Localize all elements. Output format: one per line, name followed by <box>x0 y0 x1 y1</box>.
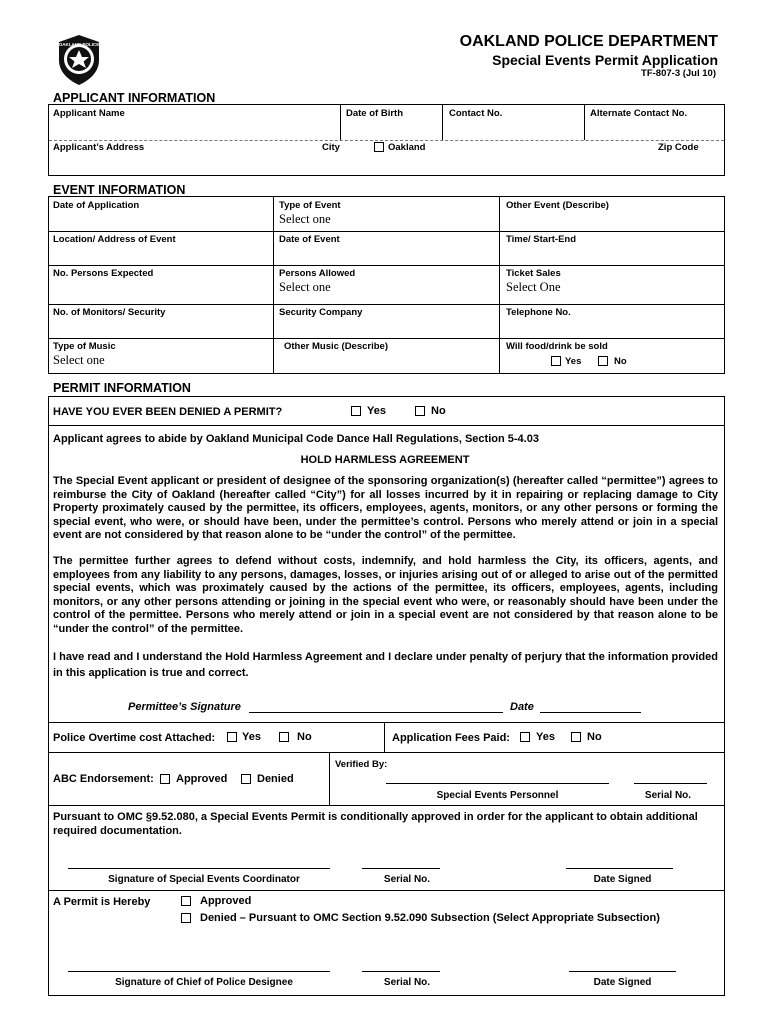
permittee-date-line[interactable] <box>540 712 641 713</box>
applicant-section-heading: APPLICANT INFORMATION <box>53 91 216 105</box>
address-field[interactable]: Applicant’s Address <box>53 142 145 153</box>
other-event-field[interactable]: Other Event (Describe) <box>506 200 609 211</box>
date-of-birth-field[interactable]: Date of Birth <box>346 108 403 119</box>
location-field[interactable]: Location/ Address of Event <box>53 234 176 245</box>
abc-approved-label: Approved <box>176 773 228 785</box>
chief-signature-line[interactable] <box>68 971 330 972</box>
other-music-field[interactable]: Other Music (Describe) <box>284 341 388 352</box>
fees-yes-label: Yes <box>536 731 555 743</box>
overtime-no-checkbox[interactable] <box>279 732 289 742</box>
agreement-paragraph-3: I have read and I understand the Hold Harmless Agreement and I declare under penalty of perjury that the information provided in this application is true and correct. <box>53 651 718 679</box>
permit-section-heading: PERMIT INFORMATION <box>53 381 191 395</box>
permittee-signature-label: Permittee’s Signature <box>128 701 241 713</box>
alt-contact-field[interactable]: Alternate Contact No. <box>590 108 688 119</box>
overtime-label: Police Overtime cost Attached: <box>53 732 216 744</box>
type-of-event-select[interactable]: Select one <box>279 212 331 226</box>
abc-denied-checkbox[interactable] <box>241 774 251 784</box>
permit-approved-checkbox[interactable] <box>181 896 191 906</box>
coordinator-date-caption: Date Signed <box>593 874 652 885</box>
form-title: Special Events Permit Application <box>492 52 718 68</box>
denied-question: HAVE YOU EVER BEEN DENIED A PERMIT? <box>53 406 283 418</box>
permit-hereby-label: A Permit is Hereby <box>53 896 151 908</box>
department-name: OAKLAND POLICE DEPARTMENT <box>459 33 718 50</box>
denied-no-label: No <box>431 405 446 417</box>
coordinator-signature-line[interactable] <box>68 868 330 869</box>
fees-paid-label: Application Fees Paid: <box>392 732 510 744</box>
agreement-paragraph-2: The permittee further agrees to defend without costs, indemnify, and hold harmless the City, its officers, agents, and employees from any liability to any persons, damages, losses, or injuries arising out of or alleged to arise out of the permitted special events, which was proximately caused by the actions of the permittee, its officers, employees, agents, including monitors, or any other persons attending or joining in the special event who were, or reasonably should have been under the control of the permittee. Persons who merely attend or join in a special event are not considered by that reason alone to be “under the control” of the permittee. <box>53 555 718 635</box>
permit-approved-label: Approved <box>200 895 252 907</box>
chief-date-caption: Date Signed <box>593 977 652 988</box>
persons-allowed-label: Persons Allowed <box>279 268 356 279</box>
chief-caption: Signature of Chief of Police Designee <box>115 977 293 988</box>
fees-no-label: No <box>587 731 602 743</box>
persons-expected-field[interactable]: No. Persons Expected <box>53 268 154 279</box>
persons-allowed-select[interactable]: Select one <box>279 280 331 294</box>
fees-no-checkbox[interactable] <box>571 732 581 742</box>
denied-no-checkbox[interactable] <box>415 406 425 416</box>
food-no-checkbox[interactable] <box>598 356 608 366</box>
coordinator-serial-line[interactable] <box>362 868 440 869</box>
hold-harmless-title: HOLD HARMLESS AGREEMENT <box>300 454 470 466</box>
overtime-yes-label: Yes <box>242 731 261 743</box>
date-of-event-field[interactable]: Date of Event <box>279 234 340 245</box>
security-company-field[interactable]: Security Company <box>279 307 363 318</box>
abc-approved-checkbox[interactable] <box>160 774 170 784</box>
permit-denied-checkbox[interactable] <box>181 913 191 923</box>
event-section-heading: EVENT INFORMATION <box>53 183 186 197</box>
type-of-event-label: Type of Event <box>279 200 341 211</box>
verified-by-label: Verified By: <box>335 759 388 770</box>
agreement-paragraph-1: The Special Event applicant or president of designee of the sponsoring organization(s) (hereafter called “permittee”) agrees to reimburse the City of Oakland (hereafter called “City”) for all losses incurred by it in repairing or replacing damage to City Property proximately caused by the permittee, its officers, employees, agents, monitors, or any other persons or forming the special event, who were, or should have been, under the permittee’s control. Persons who merely attend or join in a special event are not considered by that reason alone to be “under the control” of the permittee. <box>53 475 718 542</box>
overtime-no-label: No <box>297 731 312 743</box>
badge-text: OAKLAND POLICE <box>58 42 100 47</box>
applicant-name-field[interactable]: Applicant Name <box>53 108 125 119</box>
personnel-signature-line[interactable] <box>386 783 609 784</box>
form-number: TF-807-3 (Jul 10) <box>641 68 716 79</box>
contact-no-field[interactable]: Contact No. <box>449 108 503 119</box>
chief-serial-line[interactable] <box>362 971 440 972</box>
omc-approval-text: Pursuant to OMC §9.52.080, a Special Events Permit is conditionally approved in order for the applicant to obtain additional required documentation. <box>53 811 698 837</box>
overtime-yes-checkbox[interactable] <box>227 732 237 742</box>
ticket-sales-select[interactable]: Select One <box>506 280 561 294</box>
coordinator-date-line[interactable] <box>566 868 673 869</box>
coordinator-caption: Signature of Special Events Coordinator <box>108 874 300 885</box>
denied-yes-checkbox[interactable] <box>351 406 361 416</box>
time-start-end-field[interactable]: Time/ Start-End <box>506 234 577 245</box>
police-badge-logo <box>56 34 102 86</box>
monitors-field[interactable]: No. of Monitors/ Security <box>53 307 166 318</box>
abc-endorsement-label: ABC Endorsement: <box>53 773 154 785</box>
personnel-serial-caption: Serial No. <box>644 790 692 801</box>
oakland-label: Oakland <box>388 142 426 153</box>
type-of-music-select[interactable]: Select one <box>53 353 105 367</box>
zip-code-field[interactable]: Zip Code <box>658 142 699 153</box>
chief-date-line[interactable] <box>569 971 676 972</box>
permit-denied-label: Denied – Pursuant to OMC Section 9.52.090 Subsection (Select Appropriate Subsection) <box>200 912 660 924</box>
food-drink-label: Will food/drink be sold <box>506 341 608 352</box>
food-yes-checkbox[interactable] <box>551 356 561 366</box>
permittee-date-label: Date <box>510 701 534 713</box>
permittee-signature-line[interactable] <box>249 712 503 713</box>
dance-hall-regulations: Applicant agrees to abide by Oakland Municipal Code Dance Hall Regulations, Section 5-4.03 <box>53 433 539 445</box>
chief-serial-caption: Serial No. <box>383 977 431 988</box>
abc-denied-label: Denied <box>257 773 294 785</box>
ticket-sales-label: Ticket Sales <box>506 268 561 279</box>
telephone-field[interactable]: Telephone No. <box>506 307 571 318</box>
food-yes-label: Yes <box>565 356 582 367</box>
denied-yes-label: Yes <box>367 405 386 417</box>
date-of-application-field[interactable]: Date of Application <box>53 200 140 211</box>
coordinator-serial-caption: Serial No. <box>383 874 431 885</box>
personnel-serial-line[interactable] <box>634 783 707 784</box>
oakland-checkbox[interactable] <box>374 142 384 152</box>
type-of-music-label: Type of Music <box>53 341 116 352</box>
personnel-caption: Special Events Personnel <box>436 790 559 801</box>
city-field[interactable]: City <box>322 142 340 153</box>
fees-yes-checkbox[interactable] <box>520 732 530 742</box>
food-no-label: No <box>614 356 627 367</box>
